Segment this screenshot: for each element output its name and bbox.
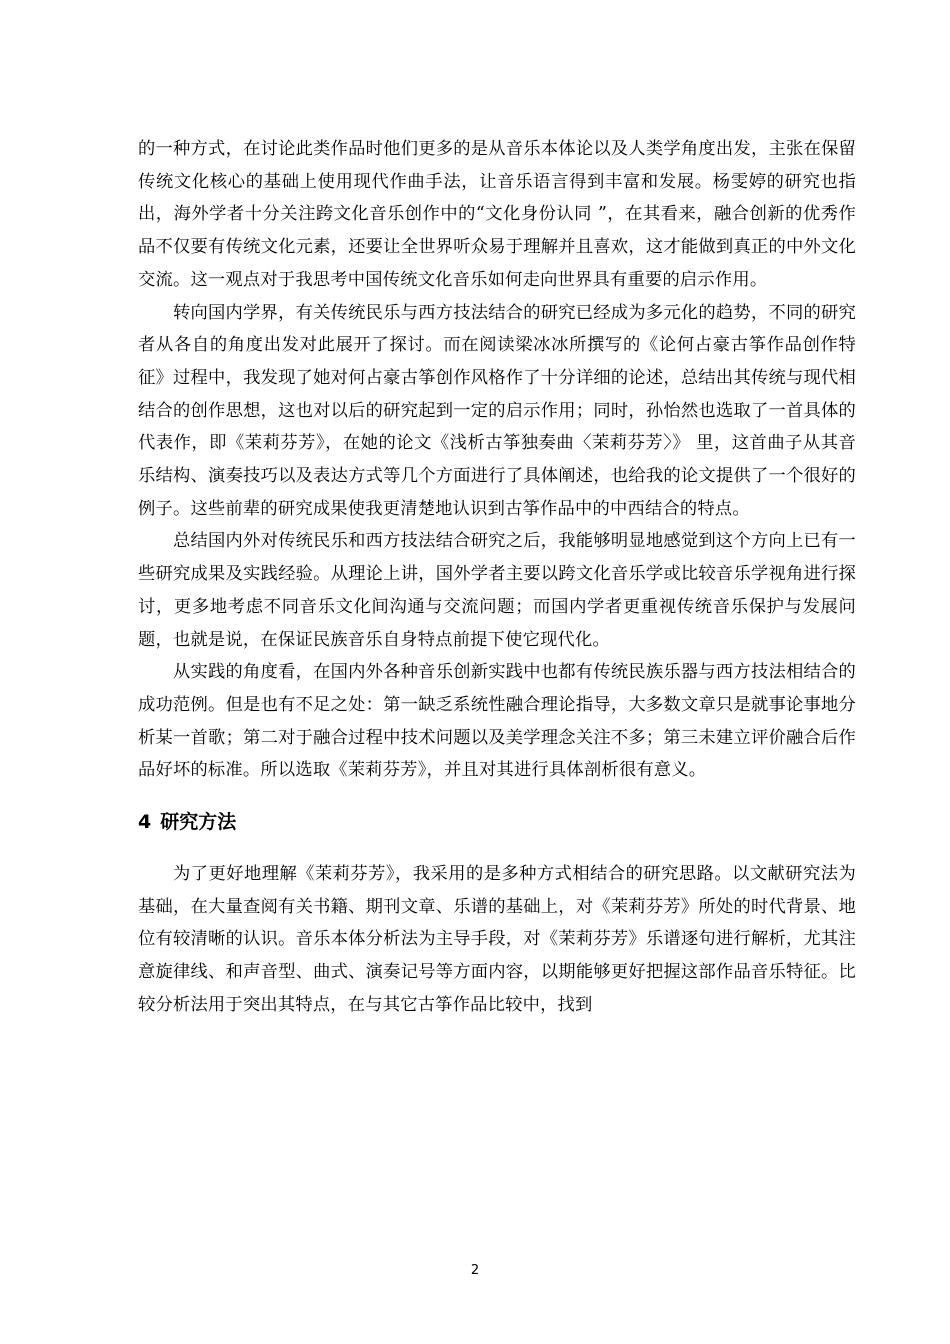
paragraph-practice: 从实践的角度看，在国内外各种音乐创新实践中也都有传统民族乐器与西方技法相结合的成功范例。但是也有不足之处：第一缺乏系统性融合理论指导，大多数文章只是就事论事地分析某一首歌；第二对于融合过程中技术问题以及美学理念关注不多；第三未建立评价融合后作品好坏的标准。所以选取《茉莉芬芳》，并且对其进行具体剖析很有意义。 bbox=[138, 662, 856, 781]
page-number: 2 bbox=[470, 1263, 480, 1278]
page-body bbox=[138, 133, 856, 1022]
section-heading bbox=[138, 808, 856, 836]
section-number: 4 bbox=[138, 811, 152, 834]
paragraph-methods: 为了更好地理解《茉莉芬芳》，我采用的是多种方式相结合的研究思路。以文献研究法为基础，在大量查阅有关书籍、期刊文章、乐谱的基础上，对《茉莉芬芳》所处的时代背景、地位有较清晰的认识。音乐本体分析法为主导手段，对《茉莉芬芳》乐谱逐句进行解析，尤其注意旋律线、和声音型、曲式、演奏记号等方面内容，以期能够更好把握这部作品音乐特征。比较分析法用于突出其特点，在与其它古筝作品比较中，找到 bbox=[138, 864, 856, 1015]
paragraph-domestic-research: 转向国内学界，有关传统民乐与西方技法结合的研究已经成为多元化的趋势，不同的研究者从各自的角度出发对此展开了探讨。而在阅读梁冰冰所撰写的《论何占豪古筝作品创作特征》过程中，我发现了她对何占豪古筝创作风格作了十分详细的论述，总结出其传统与现代相结合的创作思想，这也对以后的研究起到一定的启示作用；同时，孙怡然也选取了一首具体的代表作，即《茉莉芬芳》，在她的论文《浅析古筝独奏曲〈茉莉芬芳〉》 里，这首曲子从其音乐结构、演奏技巧以及表达方式等几个方面进行了具体阐述，也给我的论文提供了一个很好的例子。这些前辈的研究成果使我更清楚地认识到古筝作品中的中西结合的特点。 bbox=[138, 302, 856, 519]
paragraph-summary: 总结国内外对传统民乐和西方技法结合研究之后，我能够明显地感觉到这个方向上已有一些研究成果及实践经验。从理论上讲，国外学者主要以跨文化音乐学或比较音乐学视角进行探讨，更多地考虑不同音乐文化间沟通与交流问题；而国内学者更重视传统音乐保护与发展问题，也就是说，在保证民族音乐自身特点前提下使它现代化。 bbox=[138, 531, 856, 650]
paragraph-continued: 的一种方式，在讨论此类作品时他们更多的是从音乐本体论以及人类学角度出发，主张在保留传统文化核心的基础上使用现代作曲手法，让音乐语言得到丰富和发展。杨雯婷的研究也指出，海外学者十分关注跨文化音乐创作中的“文化身份认同 ”，在其看来，融合创新的优秀作品不仅要有传统文化元素，还要让全世界听众易于理解并且喜欢，这才能做到真正的中外文化交流。这一观点对于我思考中国传统文化音乐如何走向世界具有重要的启示作用。 bbox=[138, 139, 856, 290]
section-title: 研究方法 bbox=[160, 811, 237, 834]
